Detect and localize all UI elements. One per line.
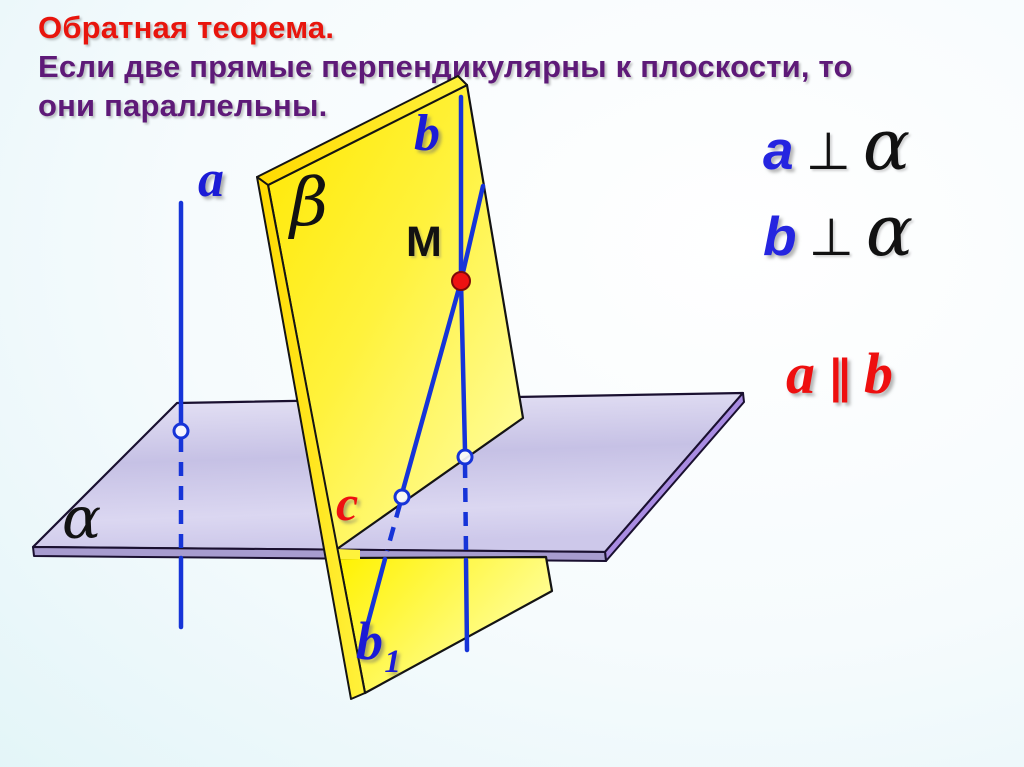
perpendicular-symbol: ⊥ [808,208,854,268]
label-line-a: a [198,151,224,208]
point-m-dot [452,272,470,290]
label-line-c: c [336,475,359,531]
formula-b-perp-alpha [763,190,913,272]
point-a-trace [174,424,188,438]
formula2-rhs: α [865,190,914,272]
point-b1-trace [395,490,409,504]
formula2-lhs: b [763,205,797,267]
formula1-lhs: a [763,119,794,181]
label-b1-subscript: 1 [384,643,401,680]
parallel-symbol: ∥ [828,350,851,404]
perpendicular-symbol: ⊥ [805,122,851,182]
label-plane-alpha: α [62,484,102,552]
formula-a-perp-alpha [763,104,910,186]
line-b-lower [466,560,467,650]
point-b-trace [458,450,472,464]
formula-a-parallel-b [786,340,893,407]
formula3-rhs: b [864,341,893,406]
label-line-b: b [414,105,440,162]
theorem-text-1: Если две прямые перпендикулярны к плоскости, то [38,49,853,84]
formula3-lhs: a [786,341,815,406]
plane-beta-cross-section [337,549,360,559]
label-line-b1 [356,610,401,680]
theorem-text-2: они параллельны. [38,88,328,123]
label-plane-beta: β [290,164,329,241]
label-point-m: M [406,218,442,266]
label-b1-base: b [356,611,383,671]
formula1-rhs: α [862,104,911,186]
theorem-title: Обратная теорема. [38,10,335,45]
